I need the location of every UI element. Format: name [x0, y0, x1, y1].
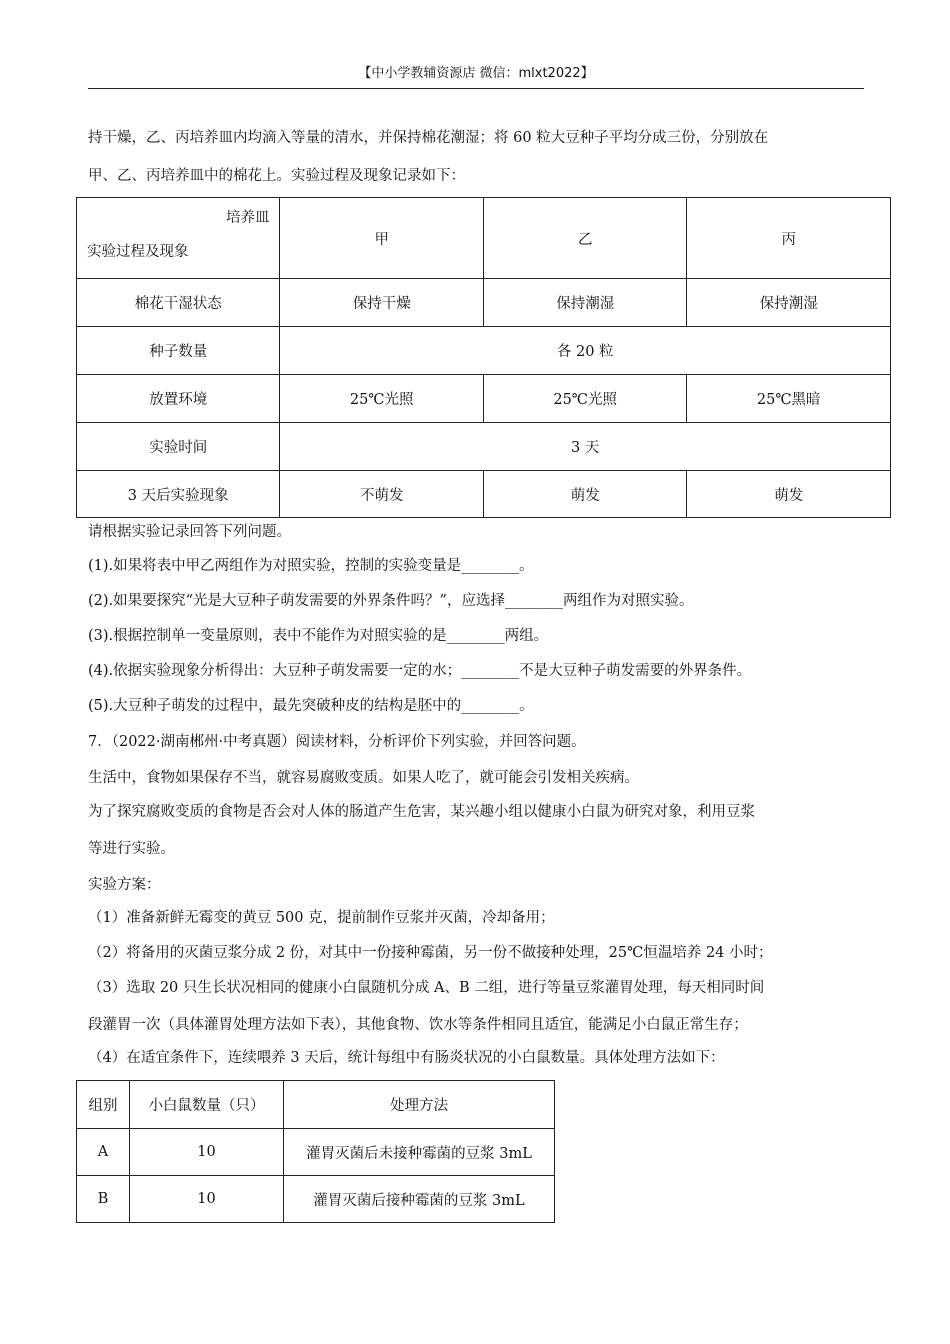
q7-line: （2）将备用的灭菌豆浆分成 2 份，对其中一份接种霉菌，另一份不做接种处理，25℃恒温培养 24 小时； — [88, 945, 773, 961]
col-header-yi: 乙 — [483, 198, 687, 279]
merged-cell: 各 20 粒 — [280, 327, 891, 375]
row-label: 3 天后实验现象 — [77, 471, 280, 518]
table-cell: 10 — [130, 1176, 284, 1223]
table-cell: 萌发 — [483, 471, 687, 518]
intro-line-2: 甲、乙、丙培养皿中的棉花上。实验过程及现象记录如下： — [88, 168, 465, 184]
table-row — [77, 1129, 555, 1176]
q7-line: 等进行实验。 — [88, 841, 175, 857]
questions-intro: 请根据实验记录回答下列问题。 — [88, 524, 291, 540]
table-row — [77, 279, 891, 327]
table-cell: 不萌发 — [280, 471, 484, 518]
experiment-table — [76, 197, 891, 518]
question-5: (5).大豆种子萌发的过程中，最先突破种皮的结构是胚中的________。 — [88, 698, 534, 714]
mouse-table — [76, 1080, 555, 1223]
q7-line: 为了探究腐败变质的食物是否会对人体的肠道产生危害，某兴趣小组以健康小白鼠为研究对象，利用豆浆 — [88, 804, 755, 820]
table-cell: 25℃黑暗 — [687, 375, 891, 423]
table-row — [77, 1176, 555, 1223]
table-cell: B — [77, 1176, 130, 1223]
col-header: 处理方法 — [284, 1081, 555, 1129]
q7-line: （4）在适宜条件下，连续喂养 3 天后，统计每组中有肠炎状况的小白鼠数量。具体处理方法如下： — [88, 1050, 725, 1066]
q7-title: 7．（2022·湖南郴州·中考真题）阅读材料，分析评价下列实验，并回答问题。 — [88, 734, 586, 750]
table-cell: 保持潮湿 — [687, 279, 891, 327]
row-label: 种子数量 — [77, 327, 280, 375]
intro-line-1: 持干燥，乙、丙培养皿内均滴入等量的清水，并保持棉花潮湿；将 60 粒大豆种子平均分成三份，分别放在 — [88, 130, 769, 146]
q7-line: （3）选取 20 只生长状况相同的健康小白鼠随机分成 A、B 二组，进行等量豆浆灌胃处理，每天相同时间 — [88, 980, 765, 996]
col-header: 小白鼠数量（只） — [130, 1081, 284, 1129]
corner-top-label: 培养皿 — [225, 210, 270, 226]
question-1: (1).如果将表中甲乙两组作为对照实验，控制的实验变量是________。 — [88, 558, 534, 574]
page-header: 【中小学教辅资源店 微信：mlxt2022】 — [88, 64, 864, 89]
table-cell: 萌发 — [687, 471, 891, 518]
table-cell: 保持潮湿 — [483, 279, 687, 327]
table-cell: 灌胃灭菌后未接种霉菌的豆浆 3mL — [284, 1129, 555, 1176]
table-cell: 10 — [130, 1129, 284, 1176]
row-label: 放置环境 — [77, 375, 280, 423]
table-cell: 25℃光照 — [483, 375, 687, 423]
question-3: (3).根据控制单一变量原则，表中不能作为对照实验的是________两组。 — [88, 628, 549, 644]
col-header: 组别 — [77, 1081, 130, 1129]
col-header-jia: 甲 — [280, 198, 484, 279]
question-2: (2).如果要探究“光是大豆种子萌发需要的外界条件吗？”，应选择________两组作为对照实验。 — [88, 593, 694, 609]
q7-line: 段灌胃一次（具体灌胃处理方法如下表），其他食物、饮水等条件相同且适宜，能满足小白鼠正常生存； — [88, 1017, 748, 1033]
table-corner-cell — [77, 198, 280, 279]
table-cell: A — [77, 1129, 130, 1176]
q7-line: （1）准备新鲜无霉变的黄豆 500 克，提前制作豆浆并灭菌，冷却备用； — [88, 910, 555, 926]
q7-line: 实验方案： — [88, 877, 161, 893]
row-label: 实验时间 — [77, 423, 280, 471]
table-cell: 灌胃灭菌后接种霉菌的豆浆 3mL — [284, 1176, 555, 1223]
table-cell: 保持干燥 — [280, 279, 484, 327]
table-row — [77, 327, 891, 375]
table-row — [77, 375, 891, 423]
table-row — [77, 471, 891, 518]
row-label: 棉花干湿状态 — [77, 279, 280, 327]
col-header-bing: 丙 — [687, 198, 891, 279]
corner-bottom-label: 实验过程及现象 — [87, 244, 189, 260]
table-cell: 25℃光照 — [280, 375, 484, 423]
table-row — [77, 423, 891, 471]
q7-line: 生活中，食物如果保存不当，就容易腐败变质。如果人吃了，就可能会引发相关疾病。 — [88, 770, 639, 786]
question-4: (4).依据实验现象分析得出：大豆种子萌发需要一定的水；________不是大豆种子萌发需要的外界条件。 — [88, 663, 752, 679]
merged-cell: 3 天 — [280, 423, 891, 471]
